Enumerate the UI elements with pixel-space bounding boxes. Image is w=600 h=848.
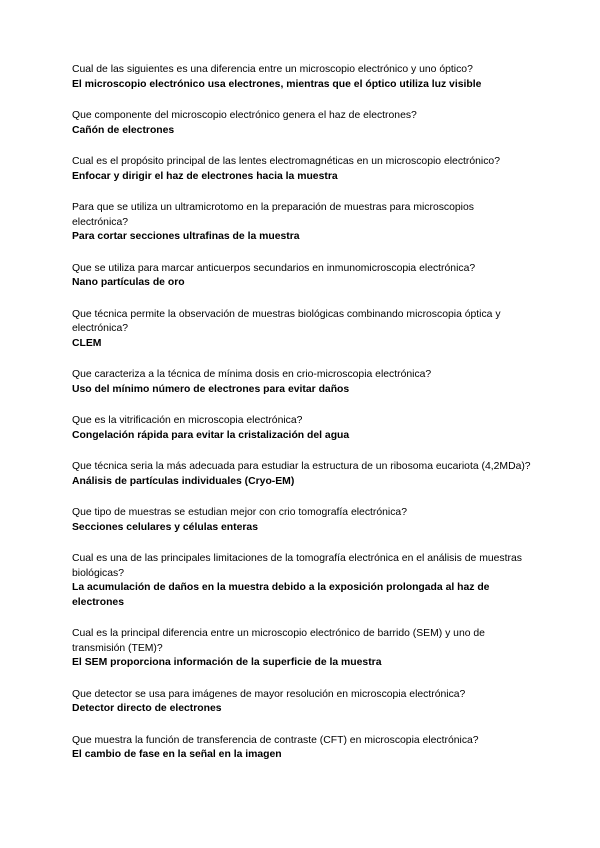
qa-item (72, 688, 532, 717)
question-text: Que técnica permite la observación de muestras biológicas combinando microscopia óptica y electrónica? (72, 308, 501, 334)
answer-text: La acumulación de daños en la muestra debido a la exposición prolongada al haz de electrones (72, 582, 490, 608)
question-text: Cual es el propósito principal de las lentes electromagnéticas en un microscopio electrónico? (72, 156, 500, 167)
qa-item (72, 734, 532, 763)
answer-text: Uso del mínimo número de electrones para evitar daños (72, 383, 350, 395)
answer-text: Detector directo de electrones (72, 703, 222, 714)
qa-item (72, 627, 532, 671)
question-text: Que detector se usa para imágenes de mayor resolución en microscopia electrónica? (72, 688, 466, 700)
answer-text: El SEM proporciona información de la superficie de la muestra (72, 657, 382, 668)
answer-text: Cañón de electrones (72, 124, 175, 136)
question-text: Que se utiliza para marcar anticuerpos secundarios en inmunomicroscopia electrónica? (72, 262, 476, 274)
question-text: Que es la vitrificación en microscopia electrónica? (72, 415, 303, 426)
question-text: Que tipo de muestras se estudian mejor con crio tomografía electrónica? (72, 507, 407, 518)
question-text: Que componente del microscopio electrónico genera el haz de electrones? (72, 110, 417, 121)
qa-item (72, 506, 532, 535)
question-text: Que muestra la función de transferencia de contraste (CFT) en microscopia electrónica? (72, 734, 479, 746)
qa-item (72, 155, 532, 184)
qa-item (72, 552, 532, 610)
question-text: Que técnica seria la más adecuada para estudiar la estructura de un ribosoma eucariota (4,2MDa)? (72, 461, 531, 472)
question-text: Para que se utiliza un ultramicrotomo en la preparación de muestras para microscopios electrónica? (72, 202, 474, 228)
question-text: Cual de las siguientes es una diferencia entre un microscopio electrónico y uno óptico? (72, 64, 473, 75)
qa-item (72, 201, 532, 245)
qa-item (72, 308, 532, 352)
question-text: Cual es una de las principales limitaciones de la tomografía electrónica en el análisis de muestras biológicas? (72, 553, 522, 579)
answer-text: El cambio de fase en la señal en la imagen (72, 749, 282, 760)
answer-text: El microscopio electrónico usa electrones, mientras que el óptico utiliza luz visible (72, 78, 482, 90)
qa-item (72, 262, 532, 291)
answer-text: Enfocar y dirigir el haz de electrones hacia la muestra (72, 170, 338, 182)
question-answer-list (72, 63, 532, 780)
answer-text: Congelación rápida para evitar la cristalización del agua (72, 429, 350, 441)
question-text: Cual es la principal diferencia entre un microscopio electrónico de barrido (SEM) y uno de transmisión (TEM)? (72, 628, 485, 654)
answer-text: Para cortar secciones ultrafinas de la muestra (72, 231, 300, 242)
answer-text: Secciones celulares y células enteras (72, 521, 258, 533)
question-text: Que caracteriza a la técnica de mínima dosis en crio-microscopia electrónica? (72, 369, 432, 380)
qa-item (72, 460, 532, 489)
qa-item (72, 368, 532, 397)
qa-item (72, 414, 532, 443)
answer-text: Nano partículas de oro (72, 277, 185, 288)
answer-text: CLEM (72, 337, 102, 349)
qa-item (72, 109, 532, 138)
qa-item (72, 63, 532, 92)
answer-text: Análisis de partículas individuales (Cryo-EM) (72, 475, 295, 487)
